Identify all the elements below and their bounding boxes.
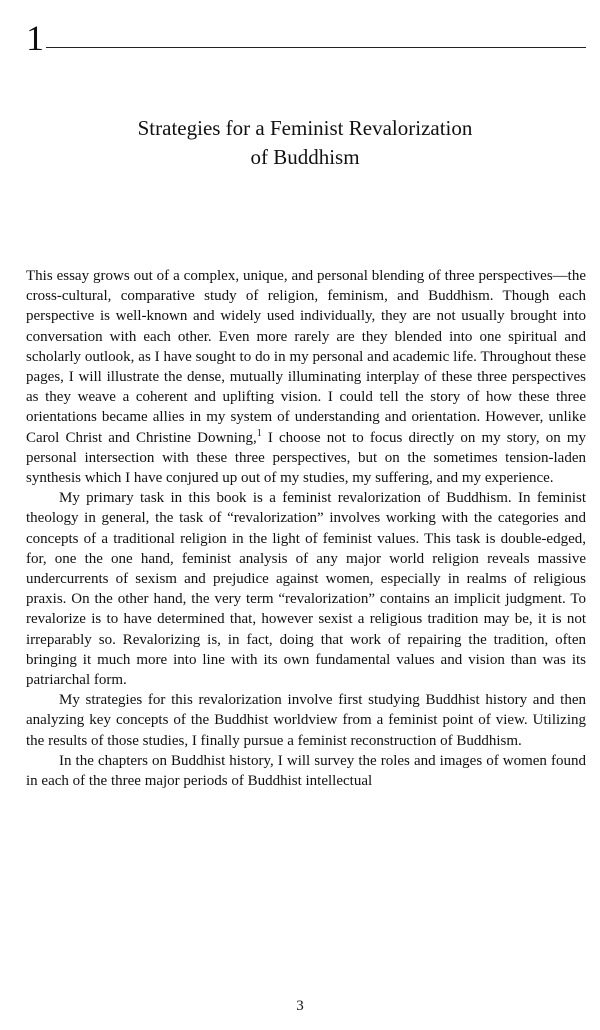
chapter-header (26, 20, 586, 60)
paragraph-1-text: This essay grows out of a complex, unique, and personal blending of three perspectives—the cross-cultural, comparative study of religion, feminism, and Buddhism. Though each perspective is well-known and widely used individually, they are not usually brought into conversation with each other. Even more rarely are they blended into one spiritual and scholarly outlook, as I have sought to do in my personal and academic life. Throughout these pages, I will illustrate the dense, mutually illuminating interplay of these three perspectives as they weave a coherent and uplifting vision. I could tell the story of how these three orientations became allies in my system of understanding and orientation. However, unlike Carol Christ and Christine Downing, (26, 268, 586, 446)
paragraph-4: In the chapters on Buddhist history, I will survey the roles and images of women found in each of the three major periods of Buddhist intellectual (26, 752, 586, 790)
chapter-title-line-2: of Buddhism (250, 145, 360, 169)
paragraph-1-text-continued: I choose not to focus directly on my story, on my personal intersection with these three perspectives, but on the sometimes tension-laden synthesis which I have conjured up out of my studies, my suffering, and my experience. (26, 429, 586, 487)
paragraph-2: My primary task in this book is a feminist revalorization of Buddhism. In feminist theology in general, the task of “revalorization” involves working with the categories and concepts of a traditional religion in the light of feminist values. This task is double-edged, for, one the one hand, feminist analysis of any major world religion reveals massive undercurrents of sexism and prejudice against women, especially in realms of religious praxis. On the other hand, the very term “revalorization” contains an implicit judgment. To revalorize is to have determined that, however sexist a religious tradition may be, it is not irreparably so. Revalorizing is, in fact, doing that work of repairing the tradition, often bringing it much more into line with its own fundamental values and vision than was its patriarchal form. (26, 490, 586, 689)
chapter-number: 1 (26, 18, 44, 58)
chapter-title-line-1: Strategies for a Feminist Revalorization (137, 116, 473, 140)
footnote-marker: 1 (256, 427, 262, 439)
chapter-title (60, 114, 550, 172)
paragraph-3: My strategies for this revalorization involve first studying Buddhist history and then analyzing key concepts of the Buddhist worldview from a feminist point of view. Utilizing the results of those studies, I finally pursue a feminist reconstruction of Buddhism. (26, 692, 586, 749)
page-number: 3 (296, 998, 304, 1014)
body-text (26, 266, 586, 791)
chapter-rule (46, 47, 586, 48)
paragraph-1 (26, 266, 586, 488)
